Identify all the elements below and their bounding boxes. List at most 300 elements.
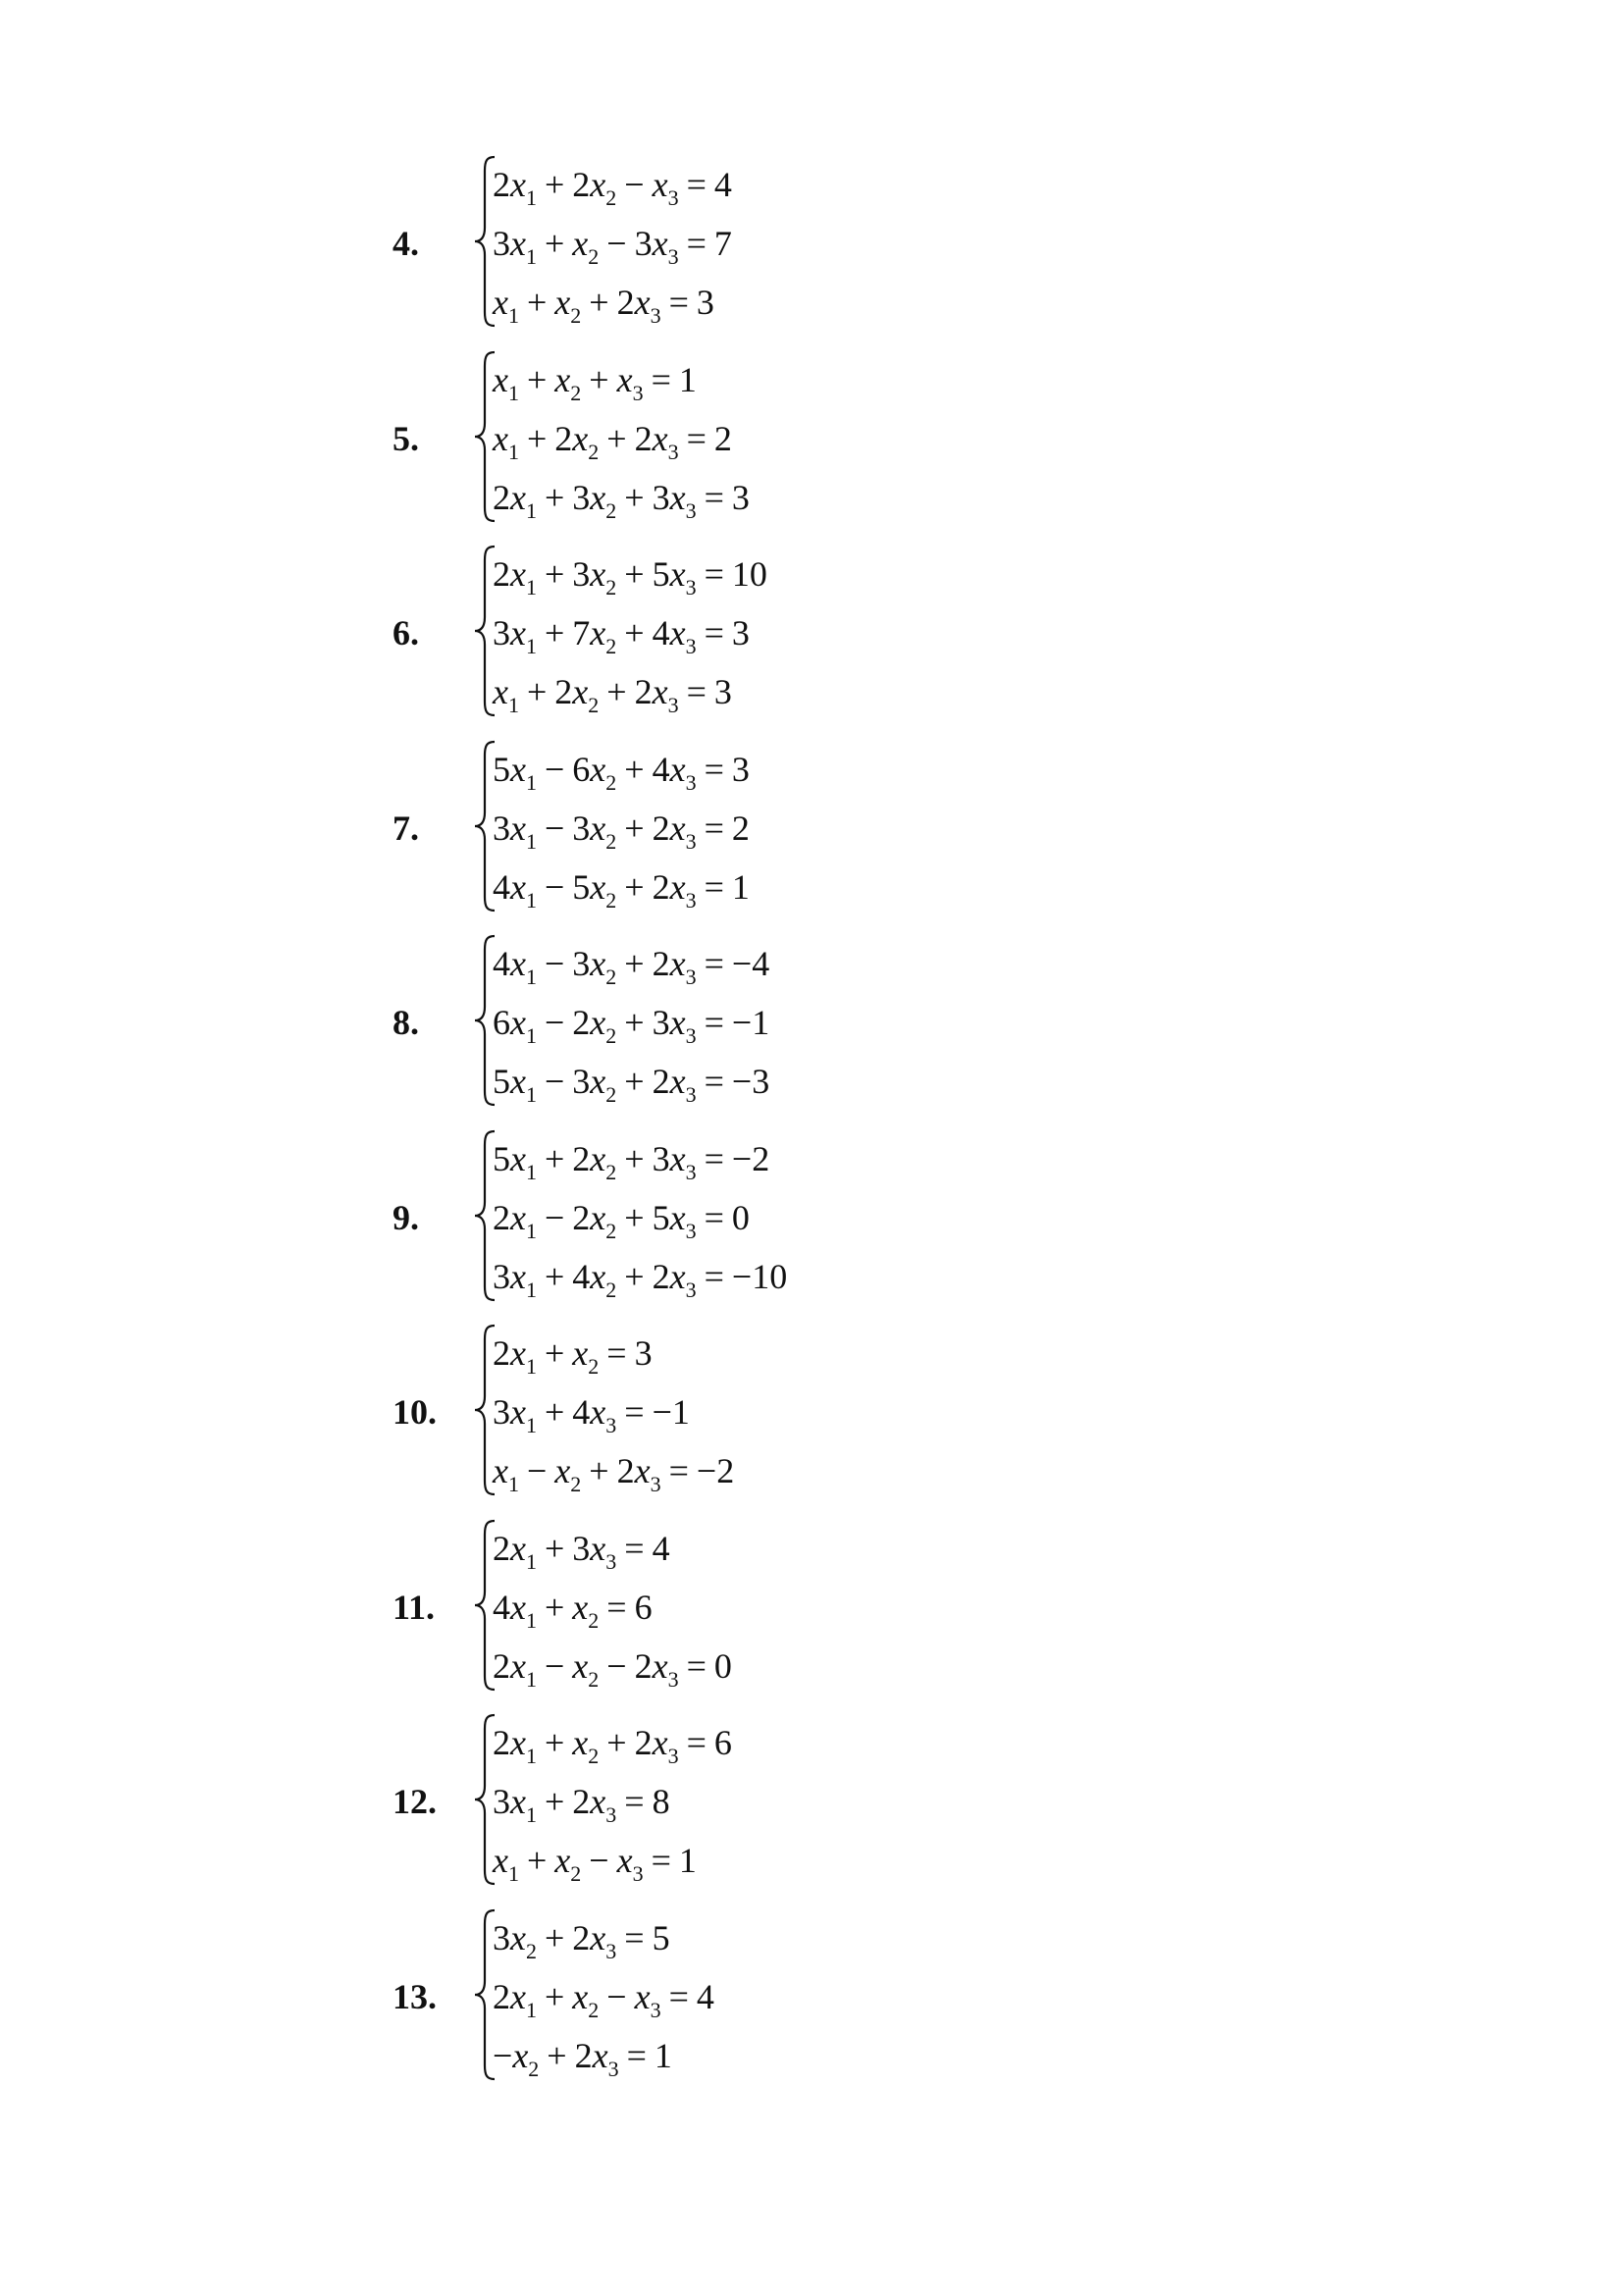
variable-x: x bbox=[510, 1333, 526, 1373]
variable-x: x bbox=[510, 944, 526, 983]
variable-index: 1 bbox=[525, 769, 537, 795]
problem-11 bbox=[393, 1519, 1374, 1695]
variable-x: x bbox=[510, 477, 526, 517]
variable-x: x bbox=[493, 1451, 508, 1490]
variable-term bbox=[616, 1451, 661, 1496]
variable-index: 2 bbox=[528, 2056, 540, 2081]
variable-index: 1 bbox=[525, 828, 537, 854]
equation-system bbox=[493, 1324, 734, 1500]
variable-x: x bbox=[572, 1645, 589, 1686]
variable-index: 1 bbox=[525, 244, 537, 269]
operator: = bbox=[668, 283, 689, 322]
equation-row bbox=[493, 1188, 787, 1247]
variable-index: 2 bbox=[570, 1861, 582, 1886]
equation-row bbox=[493, 545, 767, 603]
variable-term bbox=[652, 1197, 697, 1243]
problem-10 bbox=[393, 1324, 1374, 1500]
operator: + bbox=[544, 1138, 565, 1178]
equation-row bbox=[493, 350, 750, 409]
variable-index: 1 bbox=[507, 303, 519, 328]
coefficient: 2 bbox=[493, 1528, 510, 1568]
equation-row bbox=[493, 1578, 732, 1637]
operator: + bbox=[544, 1917, 565, 1957]
coefficient: 4 bbox=[493, 866, 510, 907]
problem-9 bbox=[393, 1129, 1374, 1306]
operator: = bbox=[686, 165, 707, 204]
constant-term: 6 bbox=[634, 1587, 653, 1627]
problem-number: 6. bbox=[393, 613, 419, 652]
coefficient: 7 bbox=[572, 613, 591, 652]
operator: + bbox=[544, 1528, 565, 1568]
variable-index: 2 bbox=[588, 1607, 600, 1633]
operator: = bbox=[704, 944, 724, 983]
constant-term: 2 bbox=[731, 808, 750, 848]
operator: + bbox=[526, 283, 548, 322]
variable-x: x bbox=[572, 1333, 589, 1373]
variable-index: 2 bbox=[525, 1938, 537, 1963]
variable-index: 3 bbox=[685, 1277, 697, 1302]
coefficient: 3 bbox=[493, 1782, 510, 1821]
variable-term bbox=[554, 359, 582, 405]
operator: + bbox=[589, 1451, 609, 1490]
variable-index: 1 bbox=[507, 1861, 519, 1886]
operator: + bbox=[624, 944, 645, 983]
variable-index: 1 bbox=[525, 497, 537, 523]
variable-term bbox=[634, 224, 679, 269]
variable-x: x bbox=[590, 165, 606, 204]
variable-index: 2 bbox=[588, 1997, 600, 2022]
variable-x: x bbox=[510, 1587, 526, 1627]
variable-term bbox=[493, 224, 537, 269]
constant-term: 1 bbox=[678, 359, 697, 399]
variable-index: 2 bbox=[605, 1159, 617, 1184]
variable-index: 3 bbox=[667, 1666, 679, 1692]
variable-term bbox=[493, 1256, 537, 1302]
equation-row bbox=[493, 1247, 787, 1306]
coefficient: 3 bbox=[493, 224, 510, 263]
equation-system bbox=[493, 350, 750, 527]
variable-x: x bbox=[590, 1003, 606, 1042]
variable-index: 1 bbox=[525, 965, 537, 989]
variable-term bbox=[493, 1528, 537, 1574]
equation-row bbox=[493, 1129, 787, 1188]
variable-x: x bbox=[554, 359, 571, 399]
variable-term bbox=[493, 1841, 519, 1886]
variable-index: 1 bbox=[507, 693, 519, 717]
coefficient: 2 bbox=[634, 1645, 653, 1686]
equation-row bbox=[493, 1324, 734, 1382]
variable-term bbox=[652, 1062, 697, 1107]
variable-x: x bbox=[510, 1138, 526, 1178]
variable-index: 1 bbox=[525, 1548, 537, 1574]
variable-index: 2 bbox=[605, 1023, 617, 1048]
coefficient: 5 bbox=[572, 866, 591, 907]
operator: − bbox=[526, 1451, 548, 1490]
variable-index: 2 bbox=[605, 1277, 617, 1302]
variable-index: 3 bbox=[685, 575, 697, 600]
constant-term: 2 bbox=[713, 418, 732, 458]
coefficient: 2 bbox=[493, 1723, 510, 1762]
variable-term bbox=[572, 1333, 600, 1379]
variable-index: 1 bbox=[525, 1666, 537, 1692]
variable-term bbox=[554, 1451, 582, 1496]
variable-index: 1 bbox=[525, 1744, 537, 1768]
variable-index: 3 bbox=[605, 1548, 617, 1574]
constant-term: −3 bbox=[731, 1062, 770, 1101]
variable-term bbox=[634, 418, 679, 464]
equation-row bbox=[493, 1772, 732, 1831]
constant-term: 7 bbox=[713, 224, 732, 263]
variable-index: 3 bbox=[667, 439, 679, 464]
operator: + bbox=[547, 2035, 567, 2075]
equation-row bbox=[493, 1713, 732, 1772]
coefficient: 3 bbox=[493, 1392, 510, 1432]
variable-term bbox=[572, 866, 617, 913]
variable-x: x bbox=[669, 1256, 686, 1296]
variable-x: x bbox=[493, 283, 508, 322]
operator: + bbox=[624, 554, 645, 594]
coefficient: 3 bbox=[493, 613, 510, 652]
variable-x: x bbox=[510, 808, 526, 848]
variable-index: 2 bbox=[588, 1354, 600, 1379]
variable-index: 1 bbox=[525, 1277, 537, 1302]
variable-index: 1 bbox=[525, 1802, 537, 1827]
variable-x: x bbox=[493, 1841, 508, 1880]
variable-x: x bbox=[510, 1392, 526, 1432]
variable-term bbox=[493, 1197, 537, 1243]
variable-index: 1 bbox=[525, 575, 537, 600]
variable-term bbox=[493, 613, 537, 658]
operator: = bbox=[704, 1197, 724, 1237]
problem-6 bbox=[393, 545, 1374, 721]
variable-term bbox=[652, 866, 697, 913]
operator: = bbox=[606, 1333, 627, 1373]
constant-term: −1 bbox=[731, 1003, 770, 1042]
variable-term bbox=[652, 477, 697, 523]
operator: + bbox=[526, 672, 548, 711]
problem-number: 12. bbox=[393, 1782, 437, 1821]
problem-number: 13. bbox=[393, 1976, 437, 2016]
coefficient: 2 bbox=[493, 554, 510, 594]
variable-x: x bbox=[669, 613, 686, 652]
variable-index: 2 bbox=[605, 497, 617, 523]
variable-term bbox=[572, 1976, 600, 2022]
variable-term bbox=[493, 672, 519, 717]
operator: + bbox=[624, 749, 645, 789]
constant-term: 1 bbox=[731, 866, 750, 907]
operator: = bbox=[704, 1256, 724, 1296]
constant-term: −4 bbox=[731, 944, 770, 983]
equation-row bbox=[493, 155, 732, 214]
coefficient: 2 bbox=[572, 1782, 591, 1821]
coefficient: 3 bbox=[634, 224, 653, 263]
coefficient: 2 bbox=[634, 672, 653, 711]
variable-index: 2 bbox=[570, 1472, 582, 1496]
coefficient: 5 bbox=[652, 554, 670, 594]
operator: + bbox=[544, 1723, 565, 1762]
variable-x: x bbox=[510, 866, 526, 907]
variable-index: 1 bbox=[525, 1413, 537, 1437]
operator: = bbox=[686, 672, 707, 711]
variable-index: 2 bbox=[588, 1744, 600, 1768]
coefficient: 3 bbox=[572, 1062, 591, 1101]
operator: = bbox=[686, 418, 707, 458]
variable-index: 2 bbox=[605, 575, 617, 600]
variable-index: 3 bbox=[685, 1159, 697, 1184]
operator: − bbox=[544, 1197, 565, 1237]
variable-term bbox=[493, 1062, 537, 1107]
variable-index: 3 bbox=[667, 693, 679, 717]
variable-term bbox=[572, 1062, 617, 1107]
variable-x: x bbox=[652, 224, 668, 263]
variable-x: x bbox=[590, 1782, 606, 1821]
operator: + bbox=[589, 359, 609, 399]
variable-x: x bbox=[512, 2035, 529, 2075]
variable-x: x bbox=[590, 1197, 606, 1237]
coefficient: 3 bbox=[572, 808, 591, 848]
constant-term: −1 bbox=[652, 1392, 690, 1432]
variable-index: 3 bbox=[605, 1802, 617, 1827]
coefficient: 3 bbox=[572, 554, 591, 594]
variable-x: x bbox=[669, 1138, 686, 1178]
constant-term: 0 bbox=[731, 1197, 750, 1237]
operator: + bbox=[526, 418, 548, 458]
equation-row bbox=[493, 2026, 714, 2085]
variable-term bbox=[493, 1917, 537, 1963]
equation-row bbox=[493, 603, 767, 662]
operator: + bbox=[544, 477, 565, 517]
variable-term bbox=[572, 554, 617, 600]
variable-x: x bbox=[572, 1723, 589, 1762]
variable-term bbox=[493, 749, 537, 795]
operator: − bbox=[544, 808, 565, 848]
variable-term bbox=[493, 1587, 537, 1633]
operator: − bbox=[544, 1062, 565, 1101]
problem-number: 7. bbox=[393, 808, 419, 848]
equation-row bbox=[493, 858, 750, 916]
variable-x: x bbox=[493, 418, 508, 458]
equation-system bbox=[493, 740, 750, 916]
operator: + bbox=[544, 1333, 565, 1373]
constant-term: 1 bbox=[654, 2035, 672, 2075]
variable-term bbox=[493, 418, 519, 464]
equation-row bbox=[493, 409, 750, 468]
coefficient: 3 bbox=[652, 1003, 670, 1042]
coefficient: 2 bbox=[634, 418, 653, 458]
variable-term bbox=[493, 1003, 537, 1048]
operator: = bbox=[624, 1392, 645, 1432]
variable-x: x bbox=[634, 283, 651, 322]
coefficient: 2 bbox=[634, 1723, 653, 1762]
variable-index: 3 bbox=[685, 1082, 697, 1107]
constant-term: 3 bbox=[696, 283, 714, 322]
variable-term bbox=[554, 672, 600, 717]
operator: = bbox=[606, 1587, 627, 1627]
variable-index: 2 bbox=[605, 1218, 617, 1243]
operator: + bbox=[544, 554, 565, 594]
variable-index: 1 bbox=[525, 1607, 537, 1633]
variable-term bbox=[572, 165, 617, 210]
variable-term bbox=[493, 866, 537, 913]
variable-x: x bbox=[572, 224, 589, 263]
variable-index: 1 bbox=[507, 439, 519, 464]
coefficient: 2 bbox=[652, 866, 670, 907]
operator: + bbox=[526, 359, 548, 399]
operator: + bbox=[544, 224, 565, 263]
operator: = bbox=[704, 554, 724, 594]
coefficient: 3 bbox=[493, 1917, 510, 1957]
variable-x: x bbox=[652, 418, 668, 458]
coefficient: 4 bbox=[652, 613, 670, 652]
variable-index: 3 bbox=[685, 1023, 697, 1048]
variable-term bbox=[616, 1841, 644, 1886]
coefficient: 3 bbox=[572, 1528, 591, 1568]
variable-term bbox=[493, 808, 537, 854]
operator: + bbox=[624, 613, 645, 652]
coefficient: 3 bbox=[572, 477, 591, 517]
variable-x: x bbox=[510, 1782, 526, 1821]
equation-row bbox=[493, 273, 732, 332]
variable-term bbox=[572, 613, 617, 658]
variable-term bbox=[493, 165, 537, 210]
variable-term bbox=[572, 1723, 600, 1768]
coefficient: 2 bbox=[574, 2035, 593, 2075]
variable-term bbox=[652, 165, 679, 210]
variable-term bbox=[572, 1197, 617, 1243]
variable-x: x bbox=[652, 1723, 668, 1762]
variable-term bbox=[572, 477, 617, 523]
constant-term: 4 bbox=[696, 1976, 714, 2016]
variable-x: x bbox=[590, 477, 606, 517]
variable-term bbox=[554, 283, 582, 328]
variable-x: x bbox=[669, 866, 686, 907]
variable-term bbox=[493, 554, 537, 600]
operator: − bbox=[606, 1645, 627, 1686]
variable-x: x bbox=[669, 1062, 686, 1101]
variable-x: x bbox=[669, 1197, 686, 1237]
variable-x: x bbox=[510, 554, 526, 594]
coefficient: 5 bbox=[652, 1197, 670, 1237]
operator: + bbox=[526, 1841, 548, 1880]
equation-row bbox=[493, 1637, 732, 1695]
variable-index: 2 bbox=[605, 965, 617, 989]
variable-x: x bbox=[510, 1917, 526, 1957]
variable-index: 1 bbox=[525, 1082, 537, 1107]
variable-term bbox=[554, 418, 600, 464]
variable-x: x bbox=[590, 1917, 606, 1957]
problem-12 bbox=[393, 1713, 1374, 1890]
variable-term bbox=[616, 359, 644, 405]
variable-index: 2 bbox=[570, 380, 582, 405]
coefficient: 2 bbox=[493, 477, 510, 517]
coefficient: 4 bbox=[572, 1256, 591, 1296]
variable-x: x bbox=[510, 613, 526, 652]
operator: + bbox=[624, 866, 645, 907]
coefficient: 2 bbox=[572, 1197, 591, 1237]
coefficient: 4 bbox=[652, 749, 670, 789]
variable-index: 3 bbox=[607, 2056, 619, 2081]
variable-term bbox=[572, 1645, 600, 1692]
variable-term bbox=[493, 1782, 537, 1827]
variable-term bbox=[493, 944, 537, 989]
variable-x: x bbox=[590, 1528, 606, 1568]
coefficient: 2 bbox=[652, 1062, 670, 1101]
variable-x: x bbox=[669, 749, 686, 789]
coefficient: 4 bbox=[493, 944, 510, 983]
coefficient: 2 bbox=[572, 1003, 591, 1042]
problem-number: 11. bbox=[393, 1587, 436, 1627]
problem-number: 9. bbox=[393, 1197, 419, 1237]
variable-index: 1 bbox=[507, 1472, 519, 1496]
equation-row bbox=[493, 1441, 734, 1500]
variable-term bbox=[616, 283, 661, 328]
coefficient: 2 bbox=[652, 1256, 670, 1296]
variable-x: x bbox=[510, 1976, 526, 2016]
constant-term: 4 bbox=[713, 165, 732, 204]
variable-index: 1 bbox=[507, 380, 519, 405]
variable-index: 3 bbox=[685, 769, 697, 795]
equation-system bbox=[493, 155, 732, 332]
variable-x: x bbox=[572, 1976, 589, 2016]
variable-term bbox=[652, 1003, 697, 1048]
coefficient: 2 bbox=[554, 418, 573, 458]
operator: = bbox=[704, 477, 724, 517]
variable-x: x bbox=[590, 1392, 606, 1432]
variable-x: x bbox=[510, 165, 526, 204]
variable-x: x bbox=[669, 944, 686, 983]
variable-index: 2 bbox=[605, 828, 617, 854]
coefficient: − bbox=[493, 2035, 513, 2075]
variable-x: x bbox=[554, 283, 571, 322]
constant-term: 1 bbox=[678, 1841, 697, 1880]
variable-term bbox=[652, 944, 697, 989]
operator: = bbox=[704, 613, 724, 652]
coefficient: 5 bbox=[493, 1138, 510, 1178]
variable-term bbox=[493, 283, 519, 328]
equation-row bbox=[493, 1519, 732, 1578]
equation-system bbox=[493, 1519, 732, 1695]
variable-index: 1 bbox=[525, 1159, 537, 1184]
variable-x: x bbox=[554, 1841, 571, 1880]
constant-term: 3 bbox=[731, 613, 750, 652]
operator: + bbox=[589, 283, 609, 322]
operator: = bbox=[704, 866, 724, 907]
constant-term: −2 bbox=[696, 1451, 735, 1490]
variable-index: 2 bbox=[588, 1666, 600, 1692]
coefficient: 3 bbox=[652, 1138, 670, 1178]
variable-x: x bbox=[590, 866, 606, 907]
variable-x: x bbox=[510, 1645, 526, 1686]
equation-row bbox=[493, 1052, 769, 1111]
constant-term: 3 bbox=[713, 672, 732, 711]
problem-number: 5. bbox=[393, 418, 419, 458]
operator: + bbox=[544, 1782, 565, 1821]
variable-index: 1 bbox=[525, 1354, 537, 1379]
variable-x: x bbox=[590, 1062, 606, 1101]
variable-index: 3 bbox=[650, 303, 661, 328]
constant-term: 0 bbox=[713, 1645, 732, 1686]
constant-term: 6 bbox=[713, 1723, 732, 1762]
variable-x: x bbox=[616, 359, 633, 399]
equation-row bbox=[493, 662, 767, 721]
variable-x: x bbox=[590, 808, 606, 848]
variable-index: 2 bbox=[570, 303, 582, 328]
operator: − bbox=[606, 224, 627, 263]
variable-x: x bbox=[652, 672, 668, 711]
coefficient: 2 bbox=[572, 1138, 591, 1178]
equation-row bbox=[493, 468, 750, 527]
constant-term: 3 bbox=[731, 749, 750, 789]
